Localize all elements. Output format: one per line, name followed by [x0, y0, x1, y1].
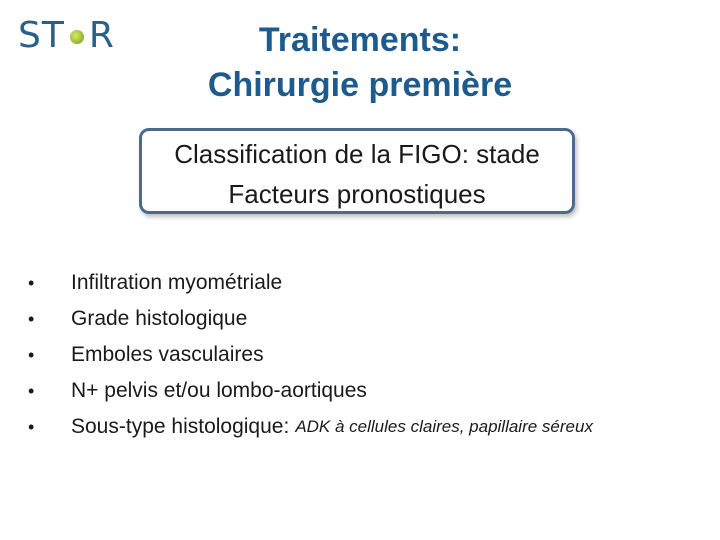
- logo-text-left: ST: [18, 15, 65, 56]
- bullet-text: N+ pelvis et/ou lombo-aortiques: [71, 379, 367, 402]
- bullet-mark: •: [28, 381, 35, 401]
- bullet-text: Grade histologique: [71, 307, 248, 330]
- bullet-text: Sous-type histologique:: [71, 415, 290, 438]
- bullet-mark: •: [28, 309, 35, 329]
- bullet-text: Emboles vasculaires: [71, 343, 264, 366]
- stor-logo: [18, 16, 128, 56]
- bullet-item: [28, 409, 593, 445]
- slide-title-line-1: Traitements:: [258, 21, 462, 59]
- logo-text-right: R: [88, 15, 115, 56]
- bullet-mark: •: [28, 273, 35, 293]
- slide-title-line-2: Chirurgie première: [207, 66, 513, 104]
- bullet-mark: •: [28, 417, 35, 437]
- bullet-detail-text: ADK à cellules claires, papillaire séreux: [295, 417, 593, 436]
- highlight-box-line-1: Classification de la FIGO: stade: [174, 139, 540, 169]
- slide-title: [150, 18, 570, 108]
- highlight-box-line-2: Facteurs pronostiques: [228, 179, 486, 209]
- bullet-item: [28, 265, 593, 301]
- bullet-text: Infiltration myométriale: [71, 271, 283, 294]
- bullet-item: [28, 337, 593, 373]
- bullet-mark: •: [28, 345, 35, 365]
- logo-dot-icon: [70, 30, 84, 44]
- highlight-box: [139, 128, 575, 214]
- bullet-item: [28, 301, 593, 337]
- bullet-item: [28, 373, 593, 409]
- bullet-list: [28, 265, 593, 445]
